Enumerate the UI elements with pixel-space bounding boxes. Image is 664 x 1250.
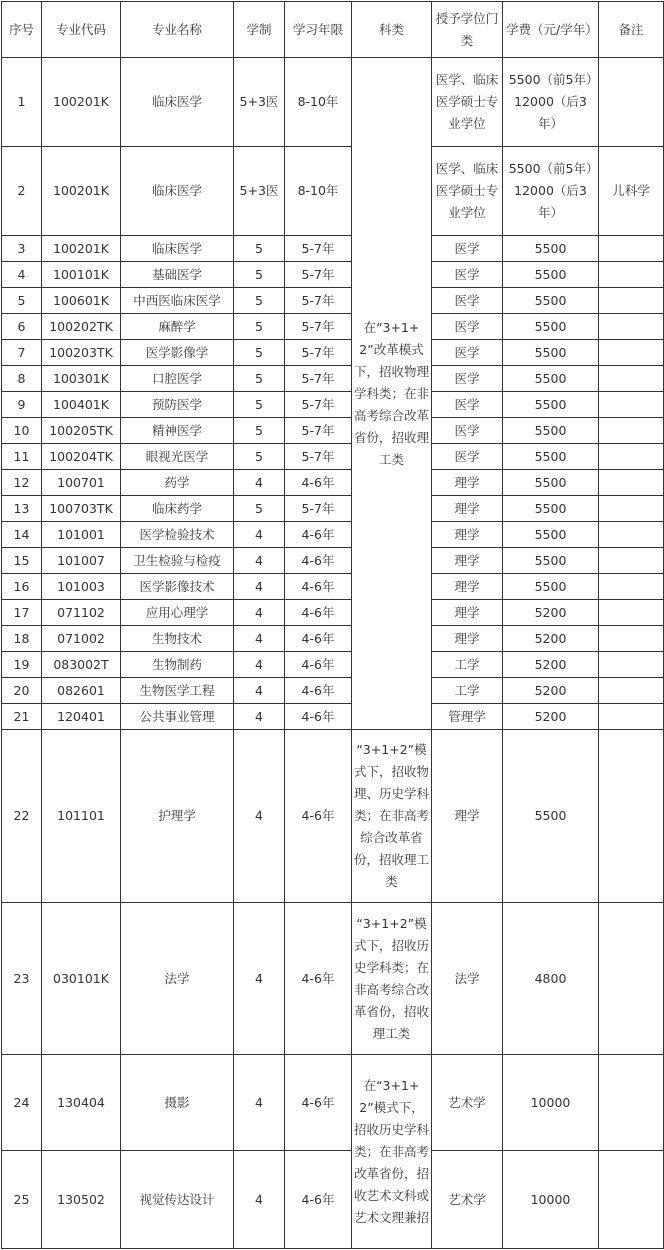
header-cell-duration: 学制 xyxy=(234,2,285,58)
cell-duration: 4 xyxy=(234,730,285,903)
cell-duration: 5+3医 xyxy=(234,58,285,147)
table-row xyxy=(2,574,664,600)
table-row xyxy=(2,366,664,392)
cell-degree: 艺术学 xyxy=(432,1151,503,1249)
cell-category: “3+1+2”模式下，招收物理、历史学科类；在非高考综合改革省份，招收理工类 xyxy=(352,730,432,903)
cell-remark xyxy=(599,58,664,147)
cell-index: 5 xyxy=(2,288,42,314)
header-cell-study-years: 学习年限 xyxy=(285,2,352,58)
table-row xyxy=(2,730,664,903)
cell-name: 临床医学 xyxy=(121,147,234,236)
cell-study-years: 5-7年 xyxy=(285,366,352,392)
cell-duration: 4 xyxy=(234,903,285,1055)
cell-code: 101003 xyxy=(42,574,121,600)
cell-tuition: 5200 xyxy=(503,704,599,730)
cell-remark xyxy=(599,600,664,626)
table-row xyxy=(2,147,664,236)
cell-tuition: 5500 xyxy=(503,366,599,392)
cell-remark xyxy=(599,470,664,496)
cell-index: 12 xyxy=(2,470,42,496)
cell-name: 麻醉学 xyxy=(121,314,234,340)
cell-index: 22 xyxy=(2,730,42,903)
header-row xyxy=(2,2,664,58)
table-row xyxy=(2,522,664,548)
cell-name: 口腔医学 xyxy=(121,366,234,392)
cell-name: 临床医学 xyxy=(121,236,234,262)
cell-study-years: 8-10年 xyxy=(285,147,352,236)
cell-study-years: 4-6年 xyxy=(285,574,352,600)
cell-remark xyxy=(599,288,664,314)
cell-category: 在“3+1+2”模式下，招收历史学科类；在非高考改革省份，招收艺术文科或艺术文理兼招 xyxy=(352,1055,432,1249)
cell-duration: 4 xyxy=(234,548,285,574)
cell-name: 药学 xyxy=(121,470,234,496)
cell-degree: 管理学 xyxy=(432,704,503,730)
cell-duration: 4 xyxy=(234,626,285,652)
cell-name: 医学检验技术 xyxy=(121,522,234,548)
cell-degree: 工学 xyxy=(432,652,503,678)
cell-tuition: 5200 xyxy=(503,678,599,704)
header-cell-remark: 备注 xyxy=(599,2,664,58)
cell-duration: 4 xyxy=(234,1055,285,1151)
cell-study-years: 5-7年 xyxy=(285,392,352,418)
cell-index: 1 xyxy=(2,58,42,147)
cell-remark xyxy=(599,262,664,288)
cell-degree: 法学 xyxy=(432,903,503,1055)
table-row xyxy=(2,626,664,652)
cell-duration: 4 xyxy=(234,522,285,548)
cell-duration: 4 xyxy=(234,600,285,626)
cell-remark xyxy=(599,730,664,903)
cell-code: 130502 xyxy=(42,1151,121,1249)
cell-remark xyxy=(599,903,664,1055)
cell-remark xyxy=(599,626,664,652)
cell-degree: 医学 xyxy=(432,366,503,392)
cell-index: 25 xyxy=(2,1151,42,1249)
cell-code: 100301K xyxy=(42,366,121,392)
header-cell-code: 专业代码 xyxy=(42,2,121,58)
cell-code: 030101K xyxy=(42,903,121,1055)
cell-duration: 5 xyxy=(234,418,285,444)
cell-name: 法学 xyxy=(121,903,234,1055)
enrollment-table xyxy=(1,1,664,1249)
cell-index: 8 xyxy=(2,366,42,392)
cell-degree: 艺术学 xyxy=(432,1055,503,1151)
table-row xyxy=(2,903,664,1055)
cell-duration: 5+3医 xyxy=(234,147,285,236)
cell-tuition: 5500 xyxy=(503,522,599,548)
cell-tuition: 10000 xyxy=(503,1055,599,1151)
cell-study-years: 4-6年 xyxy=(285,903,352,1055)
cell-remark xyxy=(599,574,664,600)
cell-remark: 儿科学 xyxy=(599,147,664,236)
cell-code: 071002 xyxy=(42,626,121,652)
cell-index: 10 xyxy=(2,418,42,444)
cell-index: 11 xyxy=(2,444,42,470)
cell-duration: 5 xyxy=(234,314,285,340)
cell-degree: 理学 xyxy=(432,496,503,522)
header-cell-category: 科类 xyxy=(352,2,432,58)
cell-degree: 理学 xyxy=(432,470,503,496)
cell-index: 18 xyxy=(2,626,42,652)
cell-code: 100703TK xyxy=(42,496,121,522)
table-row xyxy=(2,392,664,418)
cell-tuition: 5500 xyxy=(503,418,599,444)
cell-degree: 医学、临床医学硕士专业学位 xyxy=(432,147,503,236)
cell-index: 15 xyxy=(2,548,42,574)
cell-degree: 医学 xyxy=(432,418,503,444)
cell-remark xyxy=(599,418,664,444)
cell-code: 100201K xyxy=(42,147,121,236)
table-row xyxy=(2,496,664,522)
cell-index: 14 xyxy=(2,522,42,548)
cell-tuition: 5500 xyxy=(503,470,599,496)
cell-name: 临床药学 xyxy=(121,496,234,522)
cell-study-years: 4-6年 xyxy=(285,1151,352,1249)
cell-remark xyxy=(599,1055,664,1151)
cell-remark xyxy=(599,704,664,730)
cell-name: 生物医学工程 xyxy=(121,678,234,704)
cell-category: 在“3+1+2”改革模式下，招收物理学科类；在非高考综合改革省份，招收理工类 xyxy=(352,58,432,730)
cell-duration: 4 xyxy=(234,470,285,496)
table-row xyxy=(2,58,664,147)
cell-tuition: 5200 xyxy=(503,652,599,678)
cell-name: 应用心理学 xyxy=(121,600,234,626)
table-row xyxy=(2,652,664,678)
cell-index: 4 xyxy=(2,262,42,288)
table-row xyxy=(2,704,664,730)
cell-remark xyxy=(599,522,664,548)
cell-study-years: 5-7年 xyxy=(285,262,352,288)
cell-index: 13 xyxy=(2,496,42,522)
cell-duration: 4 xyxy=(234,678,285,704)
table-row xyxy=(2,470,664,496)
cell-degree: 理学 xyxy=(432,626,503,652)
cell-study-years: 5-7年 xyxy=(285,288,352,314)
cell-remark xyxy=(599,314,664,340)
table-row xyxy=(2,236,664,262)
header-cell-degree: 授予学位门类 xyxy=(432,2,503,58)
cell-tuition: 5500 xyxy=(503,314,599,340)
table-row xyxy=(2,678,664,704)
cell-degree: 医学、临床医学硕士专业学位 xyxy=(432,58,503,147)
header-cell-tuition: 学费（元/学年） xyxy=(503,2,599,58)
cell-study-years: 4-6年 xyxy=(285,522,352,548)
cell-code: 130404 xyxy=(42,1055,121,1151)
cell-tuition: 5500 xyxy=(503,444,599,470)
cell-duration: 4 xyxy=(234,1151,285,1249)
cell-index: 24 xyxy=(2,1055,42,1151)
cell-study-years: 5-7年 xyxy=(285,496,352,522)
cell-study-years: 5-7年 xyxy=(285,314,352,340)
cell-tuition: 5500（前5年）12000（后3年） xyxy=(503,147,599,236)
cell-duration: 5 xyxy=(234,288,285,314)
cell-name: 临床医学 xyxy=(121,58,234,147)
cell-index: 20 xyxy=(2,678,42,704)
cell-code: 083002T xyxy=(42,652,121,678)
cell-tuition: 5500 xyxy=(503,236,599,262)
cell-index: 3 xyxy=(2,236,42,262)
cell-duration: 5 xyxy=(234,262,285,288)
cell-remark xyxy=(599,444,664,470)
cell-name: 基础医学 xyxy=(121,262,234,288)
cell-name: 医学影像学 xyxy=(121,340,234,366)
table-row xyxy=(2,262,664,288)
cell-degree: 理学 xyxy=(432,600,503,626)
cell-code: 120401 xyxy=(42,704,121,730)
table-row xyxy=(2,340,664,366)
cell-index: 2 xyxy=(2,147,42,236)
cell-index: 6 xyxy=(2,314,42,340)
cell-remark xyxy=(599,548,664,574)
cell-duration: 5 xyxy=(234,392,285,418)
cell-duration: 5 xyxy=(234,444,285,470)
cell-index: 16 xyxy=(2,574,42,600)
cell-code: 100101K xyxy=(42,262,121,288)
cell-degree: 医学 xyxy=(432,392,503,418)
cell-remark xyxy=(599,652,664,678)
cell-code: 101007 xyxy=(42,548,121,574)
cell-name: 公共事业管理 xyxy=(121,704,234,730)
cell-study-years: 4-6年 xyxy=(285,704,352,730)
cell-study-years: 8-10年 xyxy=(285,58,352,147)
cell-remark xyxy=(599,678,664,704)
cell-tuition: 5500 xyxy=(503,262,599,288)
table-row xyxy=(2,418,664,444)
cell-degree: 医学 xyxy=(432,444,503,470)
cell-remark xyxy=(599,392,664,418)
cell-name: 生物制药 xyxy=(121,652,234,678)
cell-degree: 工学 xyxy=(432,678,503,704)
cell-degree: 理学 xyxy=(432,574,503,600)
cell-tuition: 5500 xyxy=(503,574,599,600)
cell-degree: 医学 xyxy=(432,288,503,314)
cell-name: 中西医临床医学 xyxy=(121,288,234,314)
cell-code: 100202TK xyxy=(42,314,121,340)
cell-tuition: 5500 xyxy=(503,496,599,522)
cell-duration: 5 xyxy=(234,366,285,392)
cell-index: 7 xyxy=(2,340,42,366)
cell-code: 100701 xyxy=(42,470,121,496)
cell-index: 9 xyxy=(2,392,42,418)
cell-tuition: 5200 xyxy=(503,600,599,626)
cell-index: 17 xyxy=(2,600,42,626)
cell-study-years: 4-6年 xyxy=(285,600,352,626)
cell-study-years: 5-7年 xyxy=(285,236,352,262)
header-cell-name: 专业名称 xyxy=(121,2,234,58)
cell-degree: 医学 xyxy=(432,340,503,366)
cell-study-years: 4-6年 xyxy=(285,470,352,496)
cell-code: 101101 xyxy=(42,730,121,903)
cell-tuition: 5500 xyxy=(503,340,599,366)
cell-tuition: 5500（前5年）12000（后3年） xyxy=(503,58,599,147)
cell-study-years: 4-6年 xyxy=(285,626,352,652)
table-row xyxy=(2,600,664,626)
cell-duration: 4 xyxy=(234,652,285,678)
cell-study-years: 4-6年 xyxy=(285,652,352,678)
cell-code: 100205TK xyxy=(42,418,121,444)
cell-study-years: 5-7年 xyxy=(285,444,352,470)
cell-tuition: 5500 xyxy=(503,730,599,903)
cell-study-years: 4-6年 xyxy=(285,1055,352,1151)
cell-study-years: 4-6年 xyxy=(285,548,352,574)
cell-degree: 医学 xyxy=(432,236,503,262)
cell-index: 21 xyxy=(2,704,42,730)
cell-tuition: 10000 xyxy=(503,1151,599,1249)
table-row xyxy=(2,314,664,340)
cell-code: 100201K xyxy=(42,58,121,147)
cell-code: 100204TK xyxy=(42,444,121,470)
cell-name: 医学影像技术 xyxy=(121,574,234,600)
table-row xyxy=(2,288,664,314)
cell-tuition: 5500 xyxy=(503,392,599,418)
table-row xyxy=(2,548,664,574)
header-cell-index: 序号 xyxy=(2,2,42,58)
cell-index: 19 xyxy=(2,652,42,678)
cell-degree: 理学 xyxy=(432,730,503,903)
cell-study-years: 5-7年 xyxy=(285,340,352,366)
cell-name: 卫生检验与检疫 xyxy=(121,548,234,574)
cell-name: 预防医学 xyxy=(121,392,234,418)
cell-tuition: 5200 xyxy=(503,626,599,652)
cell-degree: 理学 xyxy=(432,522,503,548)
cell-remark xyxy=(599,340,664,366)
cell-duration: 5 xyxy=(234,236,285,262)
cell-name: 生物技术 xyxy=(121,626,234,652)
cell-degree: 医学 xyxy=(432,262,503,288)
cell-duration: 5 xyxy=(234,340,285,366)
cell-name: 摄影 xyxy=(121,1055,234,1151)
cell-code: 082601 xyxy=(42,678,121,704)
cell-duration: 4 xyxy=(234,704,285,730)
table-row xyxy=(2,1055,664,1151)
cell-name: 视觉传达设计 xyxy=(121,1151,234,1249)
cell-code: 100601K xyxy=(42,288,121,314)
cell-remark xyxy=(599,236,664,262)
cell-degree: 理学 xyxy=(432,548,503,574)
cell-name: 护理学 xyxy=(121,730,234,903)
cell-code: 100401K xyxy=(42,392,121,418)
cell-duration: 4 xyxy=(234,574,285,600)
cell-study-years: 4-6年 xyxy=(285,730,352,903)
table-row xyxy=(2,444,664,470)
cell-tuition: 5500 xyxy=(503,288,599,314)
table-row xyxy=(2,1151,664,1249)
cell-index: 23 xyxy=(2,903,42,1055)
cell-remark xyxy=(599,1151,664,1249)
cell-tuition: 5500 xyxy=(503,548,599,574)
cell-name: 眼视光医学 xyxy=(121,444,234,470)
cell-study-years: 5-7年 xyxy=(285,418,352,444)
cell-remark xyxy=(599,366,664,392)
cell-degree: 医学 xyxy=(432,314,503,340)
cell-code: 100201K xyxy=(42,236,121,262)
cell-code: 101001 xyxy=(42,522,121,548)
cell-remark xyxy=(599,496,664,522)
cell-name: 精神医学 xyxy=(121,418,234,444)
cell-study-years: 4-6年 xyxy=(285,678,352,704)
cell-code: 071102 xyxy=(42,600,121,626)
cell-tuition: 4800 xyxy=(503,903,599,1055)
cell-category: “3+1+2”模式下，招收历史学科类；在非高考综合改革省份，招收理工类 xyxy=(352,903,432,1055)
cell-duration: 5 xyxy=(234,496,285,522)
cell-code: 100203TK xyxy=(42,340,121,366)
